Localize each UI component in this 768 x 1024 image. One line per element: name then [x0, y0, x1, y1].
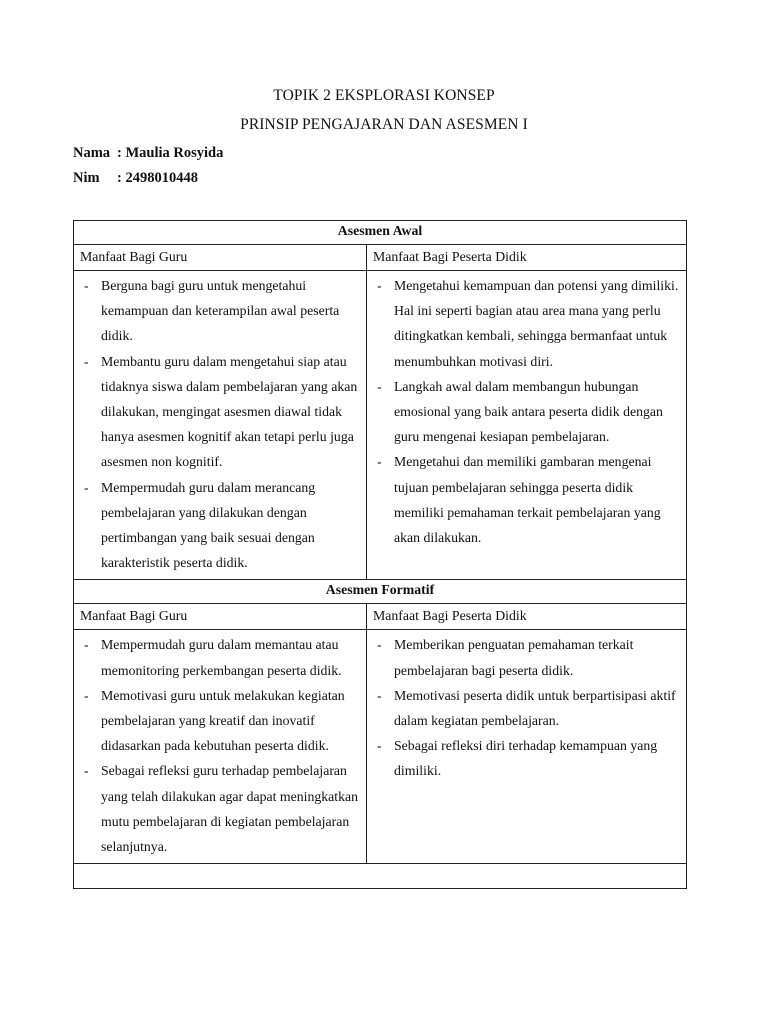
- column-header-peserta-didik: Manfaat Bagi Peserta Didik: [367, 245, 687, 271]
- guru-benefits-cell: [74, 271, 367, 580]
- column-header-peserta-didik: Manfaat Bagi Peserta Didik: [367, 604, 687, 630]
- list-item: - Memotivasi peserta didik untuk berpartisipasi aktif dalam kegiatan pembelajaran.: [375, 683, 680, 733]
- name-label: Nama: [73, 145, 111, 161]
- assessment-table: [73, 220, 687, 889]
- student-benefits-cell: [367, 630, 687, 864]
- nim-row: [73, 170, 198, 187]
- column-header-guru: Manfaat Bagi Guru: [74, 245, 367, 271]
- list-item: - Mengetahui kemampuan dan potensi yang dimiliki. Hal ini seperti bagian atau area mana yang perlu ditingkatkan kembali, sehingga bermanfaat untuk menumbuhkan motivasi diri.: [375, 273, 680, 374]
- document-subtitle: PRINSIP PENGAJARAN DAN ASESMEN I: [240, 116, 528, 133]
- list-item: - Mempermudah guru dalam merancang pembelajaran yang dilakukan dengan pertimbangan yang baik sesuai dengan karakteristik peserta didik.: [82, 475, 360, 576]
- guru-benefits-list: [82, 273, 360, 575]
- name-row: [73, 145, 223, 162]
- nim-value: : 2498010448: [117, 170, 198, 186]
- list-item: - Sebagai refleksi guru terhadap pembelajaran yang telah dilakukan agar dapat meningkatkan mutu pembelajaran di kegiatan pembelajaran selanjutnya.: [82, 758, 360, 859]
- guru-benefits-cell: [74, 630, 367, 864]
- name-value: : Maulia Rosyida: [117, 145, 224, 161]
- list-item: - Berguna bagi guru untuk mengetahui kemampuan dan keterampilan awal peserta didik.: [82, 273, 360, 349]
- list-item: - Membantu guru dalam mengetahui siap atau tidaknya siswa dalam pembelajaran yang akan dilakukan, mengingat asesmen diawal tidak hanya asesmen kognitif akan tetapi perlu juga asesmen non kognitif.: [82, 349, 360, 475]
- section-title-asesmen-formatif: Asesmen Formatif: [74, 580, 687, 604]
- list-item: - Memotivasi guru untuk melakukan kegiatan pembelajaran yang kreatif dan inovatif didasarkan pada kebutuhan peserta didik.: [82, 683, 360, 759]
- list-item: - Langkah awal dalam membangun hubungan emosional yang baik antara peserta didik dengan guru mengenai kesiapan pembelajaran.: [375, 374, 680, 450]
- column-header-guru: Manfaat Bagi Guru: [74, 604, 367, 630]
- student-benefits-list: [375, 632, 680, 783]
- student-benefits-cell: [367, 271, 687, 580]
- guru-benefits-list: [82, 632, 360, 859]
- list-item: - Memberikan penguatan pemahaman terkait pembelajaran bagi peserta didik.: [375, 632, 680, 682]
- nim-label: Nim: [73, 170, 100, 186]
- section-title-asesmen-awal: Asesmen Awal: [74, 221, 687, 245]
- empty-row: [74, 864, 687, 889]
- list-item: - Mengetahui dan memiliki gambaran mengenai tujuan pembelajaran sehingga peserta didik memiliki pemahaman terkait pembelajaran yang akan dilakukan.: [375, 449, 680, 550]
- list-item: - Mempermudah guru dalam memantau atau memonitoring perkembangan peserta didik.: [82, 632, 360, 682]
- document-title: TOPIK 2 EKSPLORASI KONSEP: [273, 87, 495, 104]
- list-item: - Sebagai refleksi diri terhadap kemampuan yang dimiliki.: [375, 733, 680, 783]
- student-benefits-list: [375, 273, 680, 550]
